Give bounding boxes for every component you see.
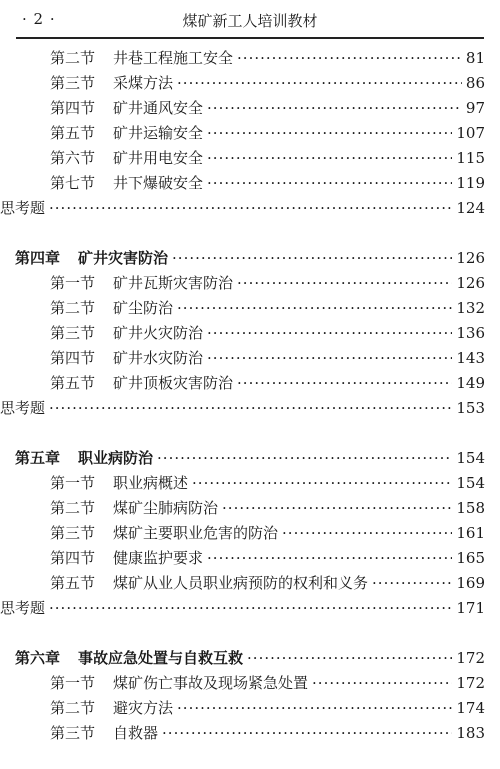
dot-leader: [177, 299, 452, 317]
toc-entry-title: 思考题: [0, 599, 46, 617]
toc-entry-page: 126: [456, 273, 485, 292]
table-of-contents: [0, 45, 500, 745]
toc-entry-number: 第五节: [50, 124, 96, 142]
toc-entry-page: 119: [456, 173, 485, 192]
toc-section-entry[interactable]: [0, 545, 500, 570]
toc-entry-title: 思考题: [0, 199, 46, 217]
dot-leader: [192, 474, 452, 492]
toc-entry-number: 第四章: [15, 249, 61, 267]
page-number: · 2 ·: [22, 10, 56, 28]
toc-entry-page: 132: [456, 298, 485, 317]
toc-entry-number: 第五章: [15, 449, 61, 467]
toc-review-entry[interactable]: [0, 195, 500, 220]
dot-leader: [49, 199, 452, 217]
toc-entry-page: 153: [456, 398, 485, 417]
toc-entry-title: 井巷工程施工安全: [113, 49, 234, 67]
toc-entry-number: 第五节: [50, 374, 96, 392]
dot-leader: [207, 174, 452, 192]
toc-entry-page: 81: [465, 48, 485, 67]
toc-entry-title: 矿井通风安全: [113, 99, 204, 117]
dot-leader: [207, 349, 452, 367]
dot-leader: [237, 49, 462, 67]
toc-review-entry[interactable]: [0, 595, 500, 620]
toc-entry-number: 第三节: [50, 724, 96, 742]
toc-entry-number: 第一节: [50, 674, 96, 692]
header-rule: [16, 37, 484, 39]
toc-entry-page: 161: [456, 523, 485, 542]
toc-entry-title: 煤矿尘肺病防治: [113, 499, 219, 517]
toc-entry-page: 183: [456, 723, 485, 742]
toc-entry-title: 矿井灾害防治: [78, 249, 169, 267]
dot-leader: [237, 374, 452, 392]
toc-entry-title: 井下爆破安全: [113, 174, 204, 192]
toc-section-entry[interactable]: [0, 295, 500, 320]
toc-section-entry[interactable]: [0, 470, 500, 495]
toc-entry-title: 矿井水灾防治: [113, 349, 204, 367]
dot-leader: [247, 649, 452, 667]
toc-entry-title: 矿井用电安全: [113, 149, 204, 167]
toc-entry-page: 124: [456, 198, 485, 217]
dot-leader: [207, 324, 452, 342]
toc-entry-title: 矿井火灾防治: [113, 324, 204, 342]
toc-entry-number: 第二节: [50, 499, 96, 517]
toc-chapter-entry[interactable]: [0, 445, 500, 470]
toc-chapter-entry[interactable]: [0, 645, 500, 670]
toc-entry-page: 169: [456, 573, 485, 592]
toc-entry-number: 第四节: [50, 99, 96, 117]
dot-leader: [282, 524, 452, 542]
toc-entry-page: 154: [456, 448, 485, 467]
toc-section-entry[interactable]: [0, 370, 500, 395]
toc-section-entry[interactable]: [0, 570, 500, 595]
book-title: 煤矿新工人培训教材: [182, 12, 318, 30]
dot-leader: [372, 574, 452, 592]
toc-section-entry[interactable]: [0, 170, 500, 195]
toc-entry-title: 健康监护要求: [113, 549, 204, 567]
toc-entry-number: 第三节: [50, 74, 96, 92]
dot-leader: [222, 499, 452, 517]
toc-entry-number: 第一节: [50, 274, 96, 292]
toc-section-entry[interactable]: [0, 720, 500, 745]
toc-entry-page: 158: [456, 498, 485, 517]
toc-entry-title: 职业病概述: [113, 474, 189, 492]
toc-entry-title: 矿井顶板灾害防治: [113, 374, 234, 392]
toc-section-entry[interactable]: [0, 45, 500, 70]
toc-entry-page: 115: [456, 148, 485, 167]
toc-entry-page: 154: [456, 473, 485, 492]
dot-leader: [207, 124, 452, 142]
toc-entry-number: 第五节: [50, 574, 96, 592]
toc-entry-title: 煤矿从业人员职业病预防的权利和义务: [113, 574, 369, 592]
dot-leader: [177, 699, 452, 717]
toc-entry-title: 事故应急处置与自救互救: [78, 649, 244, 667]
dot-leader: [49, 599, 452, 617]
toc-entry-title: 矿井瓦斯灾害防治: [113, 274, 234, 292]
dot-leader: [157, 449, 452, 467]
toc-section-entry[interactable]: [0, 70, 500, 95]
toc-entry-page: 172: [456, 673, 485, 692]
toc-entry-number: 第六节: [50, 149, 96, 167]
toc-section-entry[interactable]: [0, 520, 500, 545]
toc-section-entry[interactable]: [0, 120, 500, 145]
toc-section-entry[interactable]: [0, 695, 500, 720]
toc-entry-number: 第二节: [50, 49, 96, 67]
toc-entry-number: 第四节: [50, 549, 96, 567]
toc-entry-page: 86: [465, 73, 485, 92]
toc-entry-number: 第六章: [15, 649, 61, 667]
toc-section-entry[interactable]: [0, 320, 500, 345]
toc-entry-title: 煤矿主要职业危害的防治: [113, 524, 279, 542]
toc-entry-page: 174: [456, 698, 485, 717]
toc-entry-page: 97: [465, 98, 485, 117]
toc-entry-title: 矿尘防治: [113, 299, 174, 317]
dot-leader: [207, 549, 452, 567]
toc-entry-title: 煤矿伤亡事故及现场紧急处置: [113, 674, 309, 692]
toc-entry-number: 第三节: [50, 324, 96, 342]
toc-entry-number: 第七节: [50, 174, 96, 192]
dot-leader: [237, 274, 452, 292]
toc-section-entry[interactable]: [0, 95, 500, 120]
dot-leader: [207, 149, 452, 167]
toc-spacer: [0, 220, 500, 245]
toc-entry-title: 自救器: [113, 724, 159, 742]
dot-leader: [312, 674, 452, 692]
toc-chapter-entry[interactable]: [0, 245, 500, 270]
dot-leader: [177, 74, 462, 92]
dot-leader: [162, 724, 452, 742]
toc-entry-page: 126: [456, 248, 485, 267]
toc-entry-page: 136: [456, 323, 485, 342]
toc-entry-number: 第二节: [50, 299, 96, 317]
page-header: [16, 0, 484, 36]
toc-entry-page: 143: [456, 348, 485, 367]
toc-entry-number: 第四节: [50, 349, 96, 367]
toc-section-entry[interactable]: [0, 145, 500, 170]
toc-review-entry[interactable]: [0, 395, 500, 420]
toc-section-entry[interactable]: [0, 270, 500, 295]
toc-section-entry[interactable]: [0, 345, 500, 370]
toc-spacer: [0, 420, 500, 445]
dot-leader: [172, 249, 452, 267]
toc-section-entry[interactable]: [0, 670, 500, 695]
toc-entry-page: 107: [456, 123, 485, 142]
toc-entry-title: 思考题: [0, 399, 46, 417]
toc-entry-page: 171: [456, 598, 485, 617]
toc-entry-title: 职业病防治: [78, 449, 154, 467]
dot-leader: [49, 399, 452, 417]
toc-entry-title: 避灾方法: [113, 699, 174, 717]
toc-entry-number: 第一节: [50, 474, 96, 492]
dot-leader: [207, 99, 462, 117]
toc-entry-number: 第三节: [50, 524, 96, 542]
toc-entry-page: 149: [456, 373, 485, 392]
toc-entry-page: 172: [456, 648, 485, 667]
toc-entry-title: 采煤方法: [113, 74, 174, 92]
toc-entry-number: 第二节: [50, 699, 96, 717]
toc-section-entry[interactable]: [0, 495, 500, 520]
toc-spacer: [0, 620, 500, 645]
toc-entry-title: 矿井运输安全: [113, 124, 204, 142]
toc-entry-page: 165: [456, 548, 485, 567]
